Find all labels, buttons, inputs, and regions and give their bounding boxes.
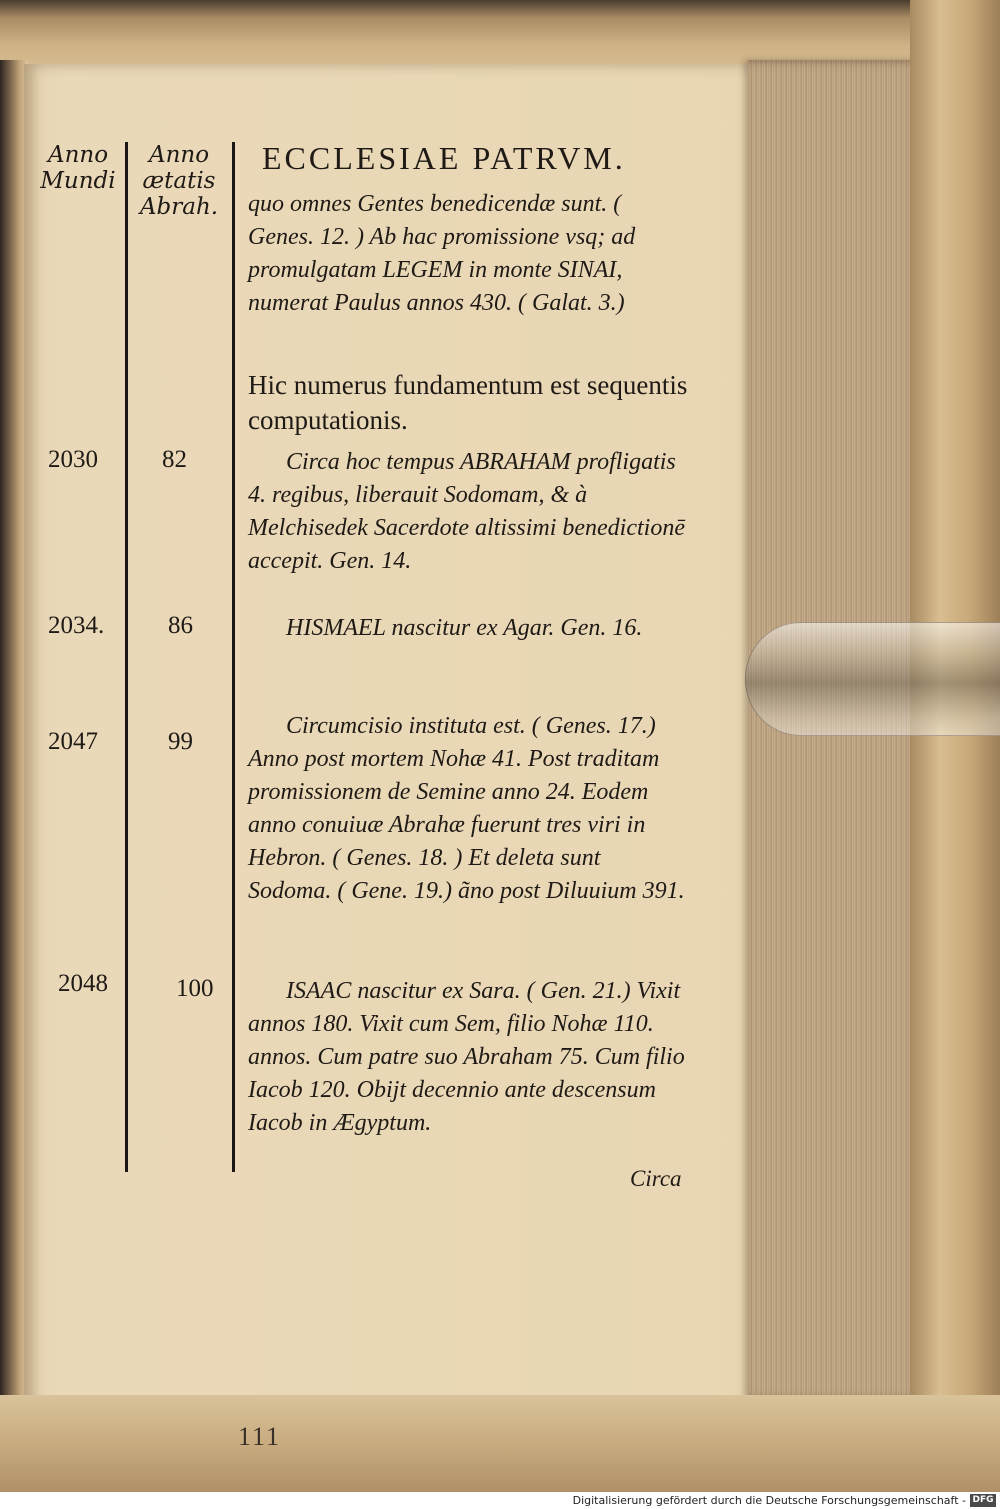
book-cover-bottom <box>0 1395 1000 1492</box>
anno-mundi-value: 2048 <box>58 970 108 997</box>
anno-aetatis-value: 99 <box>168 728 193 755</box>
anno-aetatis-value: 82 <box>162 446 187 473</box>
anno-mundi-value: 2047 <box>48 728 98 755</box>
anno-aetatis-value: 100 <box>176 975 214 1002</box>
digitization-footer <box>0 1492 1000 1509</box>
entry-text: ISAAC nascitur ex Sara. ( Gen. 21.) Vixit annos 180. Vixit cum Sem, filio Nohæ 110. annos. Cum patre suo Abraham 75. Cum filio Iacob 120. Obijt decennio ante descensum Iacob in Ægyptum. <box>248 978 685 1136</box>
entry-text: Circa hoc tempus ABRAHAM profligatis 4. regibus, liberauit Sodomam, & à Melchisedek Sacerdote altissimi benedictionē accepit. Gen. 14. <box>248 449 685 574</box>
column-rule-1 <box>125 142 128 1172</box>
glass-page-weight <box>745 622 1000 736</box>
anno-mundi-value: 2034. <box>48 612 105 639</box>
anno-mundi-value: 2030 <box>48 446 98 473</box>
header-anno-aetatis: Anno ætatis Abrah. <box>139 142 219 220</box>
catchword: Circa <box>630 1166 682 1191</box>
anno-aetatis-value: 86 <box>168 612 193 639</box>
entry-text: Circumcisio instituta est. ( Genes. 17.) Anno post mortem Nohæ 41. Post traditam promissionem de Semine anno 24. Eodem anno conuiuæ Abrahæ fuerunt tres viri in Hebron. ( Genes. 18. ) Et deleta sunt Sodoma. ( Gene. 19.) ãno post Diluuium 391. <box>248 713 685 904</box>
entry-text: HISMAEL nascitur ex Agar. Gen. 16. <box>286 615 643 641</box>
intro-note: Hic numerus fundamentum est sequentis computationis. <box>248 370 688 435</box>
page-title: ECCLESIAE PATRVM. <box>262 140 626 176</box>
header-anno-mundi: Anno Mundi <box>40 142 116 194</box>
dfg-logo-icon: DFG <box>970 1494 996 1507</box>
book-cover-right <box>910 0 1000 1492</box>
intro-text: quo omnes Gentes benedicendæ sunt. ( Genes. 12. ) Ab hac promissione vsq; ad promulgatam LEGEM in monte SINAI, numerat Paulus annos 430. ( Galat. 3.) <box>248 191 636 316</box>
column-rule-2 <box>232 142 235 1172</box>
footer-credit: Digitalisierung gefördert durch die Deutsche Forschungsgemeinschaft - <box>572 1494 966 1507</box>
folio-number: 111 <box>238 1422 282 1451</box>
